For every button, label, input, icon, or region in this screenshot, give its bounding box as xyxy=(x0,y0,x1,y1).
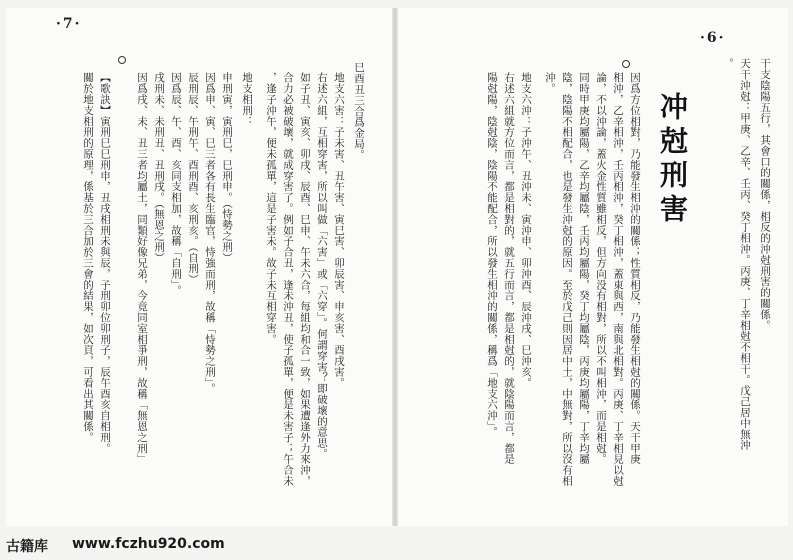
left-column-13: 因爲戌、未、丑三者均屬土，同類好像兄弟，今竟同室相爭刑，故稱「無恩之刑」 xyxy=(136,72,148,465)
left-column-10: 辰刑辰、午刑午、酉刑酉、亥刑亥。（自刑） xyxy=(187,72,199,285)
site-url-text: www.fczhu920.com xyxy=(72,536,225,552)
left-column-6: ，逢子沖午，便未孤單，這是子害未。故子未互相穿害。 xyxy=(265,72,277,345)
left-column-1: 巳酉丑三合爲金局。 xyxy=(353,62,365,161)
right-column-2: 天干沖尅：甲庚、乙辛、壬丙、癸丁相沖。丙庚、丁辛相尅不相干。戊己居中無沖 xyxy=(739,58,751,451)
right-column-8: 陰，陰陽不相配合，也是發生沖尅的原因。至於戊己則因居中土，中無對，所以沒有相 xyxy=(561,72,573,487)
right-column-1: 干支陰陽五行，其會口的關係，相反的沖尅刑害的關係。 xyxy=(759,58,771,331)
right-column-5: 相沖，乙辛相沖，壬丙相沖，癸丁相沖，蓋東與西，南與北相對。丙庚、丁辛相見以尅 xyxy=(612,72,624,487)
left-column-8: 申刑寅，寅刑巳，巳刑申。（恃勢之刑） xyxy=(221,72,233,263)
left-column-15: 關於地支相刑的原理，係基於三合加於三會的結果，如次頁，可看出其關係。 xyxy=(82,72,94,443)
site-logo-text: 古籍库 xyxy=(6,539,48,555)
left-column-3: 右述六組，互相穿害，所以叫做「六害」或「六穿」。何謂穿害？即破壞的意思。 xyxy=(316,72,328,460)
right-page-dot xyxy=(622,60,630,68)
right-column-3: 。 xyxy=(722,58,734,69)
right-column-7: 同時甲庚均屬陽，乙辛均屬陰，壬丙均屬陽，癸丁均屬陰，丙庚均屬陽，丁辛均屬 xyxy=(578,72,590,465)
right-page-number: ·6· xyxy=(700,30,726,46)
left-page-dot xyxy=(118,56,126,64)
chapter-title: 冲尅刑害 xyxy=(656,92,689,228)
right-column-4: 因爲方位相對，乃能發生相沖的關係；性質相反，乃能發生相尅的關係。天干甲庚 xyxy=(629,72,641,465)
left-column-11: 因爲辰、午、酉、亥同支相加，故稱「自刑」。 xyxy=(170,72,182,296)
left-column-9: 因爲申、寅、巳三者各有長生臨官，恃強而刑，故稱「恃勢之刑」。 xyxy=(204,72,216,394)
left-column-7: 地支相刑： xyxy=(241,72,253,127)
left-column-12: 戌刑未、未刑丑、丑刑戌。（無恩之刑） xyxy=(153,72,165,263)
right-column-6: 論，不以沖論，蓋火金性質雖相反，但方向没有相對，所以不叫相沖，而是相尅。 xyxy=(595,72,607,465)
left-column-4: 如子丑、寅亥、卯戌、辰酉、巳申、午未六合，每組均和合一致，如果遭逢外力來沖， xyxy=(299,72,311,487)
right-column-12: 陽尅陽，陰尅陰，陰陽不能配合，所以發生相沖的關係，稱爲「地支六沖」。 xyxy=(486,72,498,438)
left-page-number: ·7· xyxy=(56,16,82,32)
left-column-2: 地支六害：子未害、丑午害、寅巳害、卯辰害、申亥害、酉戌害。 xyxy=(333,72,345,389)
right-column-11: 右述六組就方位而言，都是相對的，就五行而言，都是相尅的，就陰陽而言，都是 xyxy=(503,72,515,465)
book-gutter xyxy=(392,8,398,526)
right-column-9: 沖。 xyxy=(544,72,556,94)
right-column-10: 地支六沖：子沖午、丑沖未、寅沖申、卯沖酉、辰沖戌、巳沖亥。 xyxy=(520,72,532,389)
left-column-14: 【歌訣】寅刑巳巳刑申，丑戌相刑未與辰，子刑卯位卯刑子，辰午酉亥自相刑。 xyxy=(99,72,111,454)
left-column-5: 合力必被破壞，就成穿害了。例如子合丑，逢未沖丑，使子孤單，便是未害子；午合未 xyxy=(282,72,294,487)
